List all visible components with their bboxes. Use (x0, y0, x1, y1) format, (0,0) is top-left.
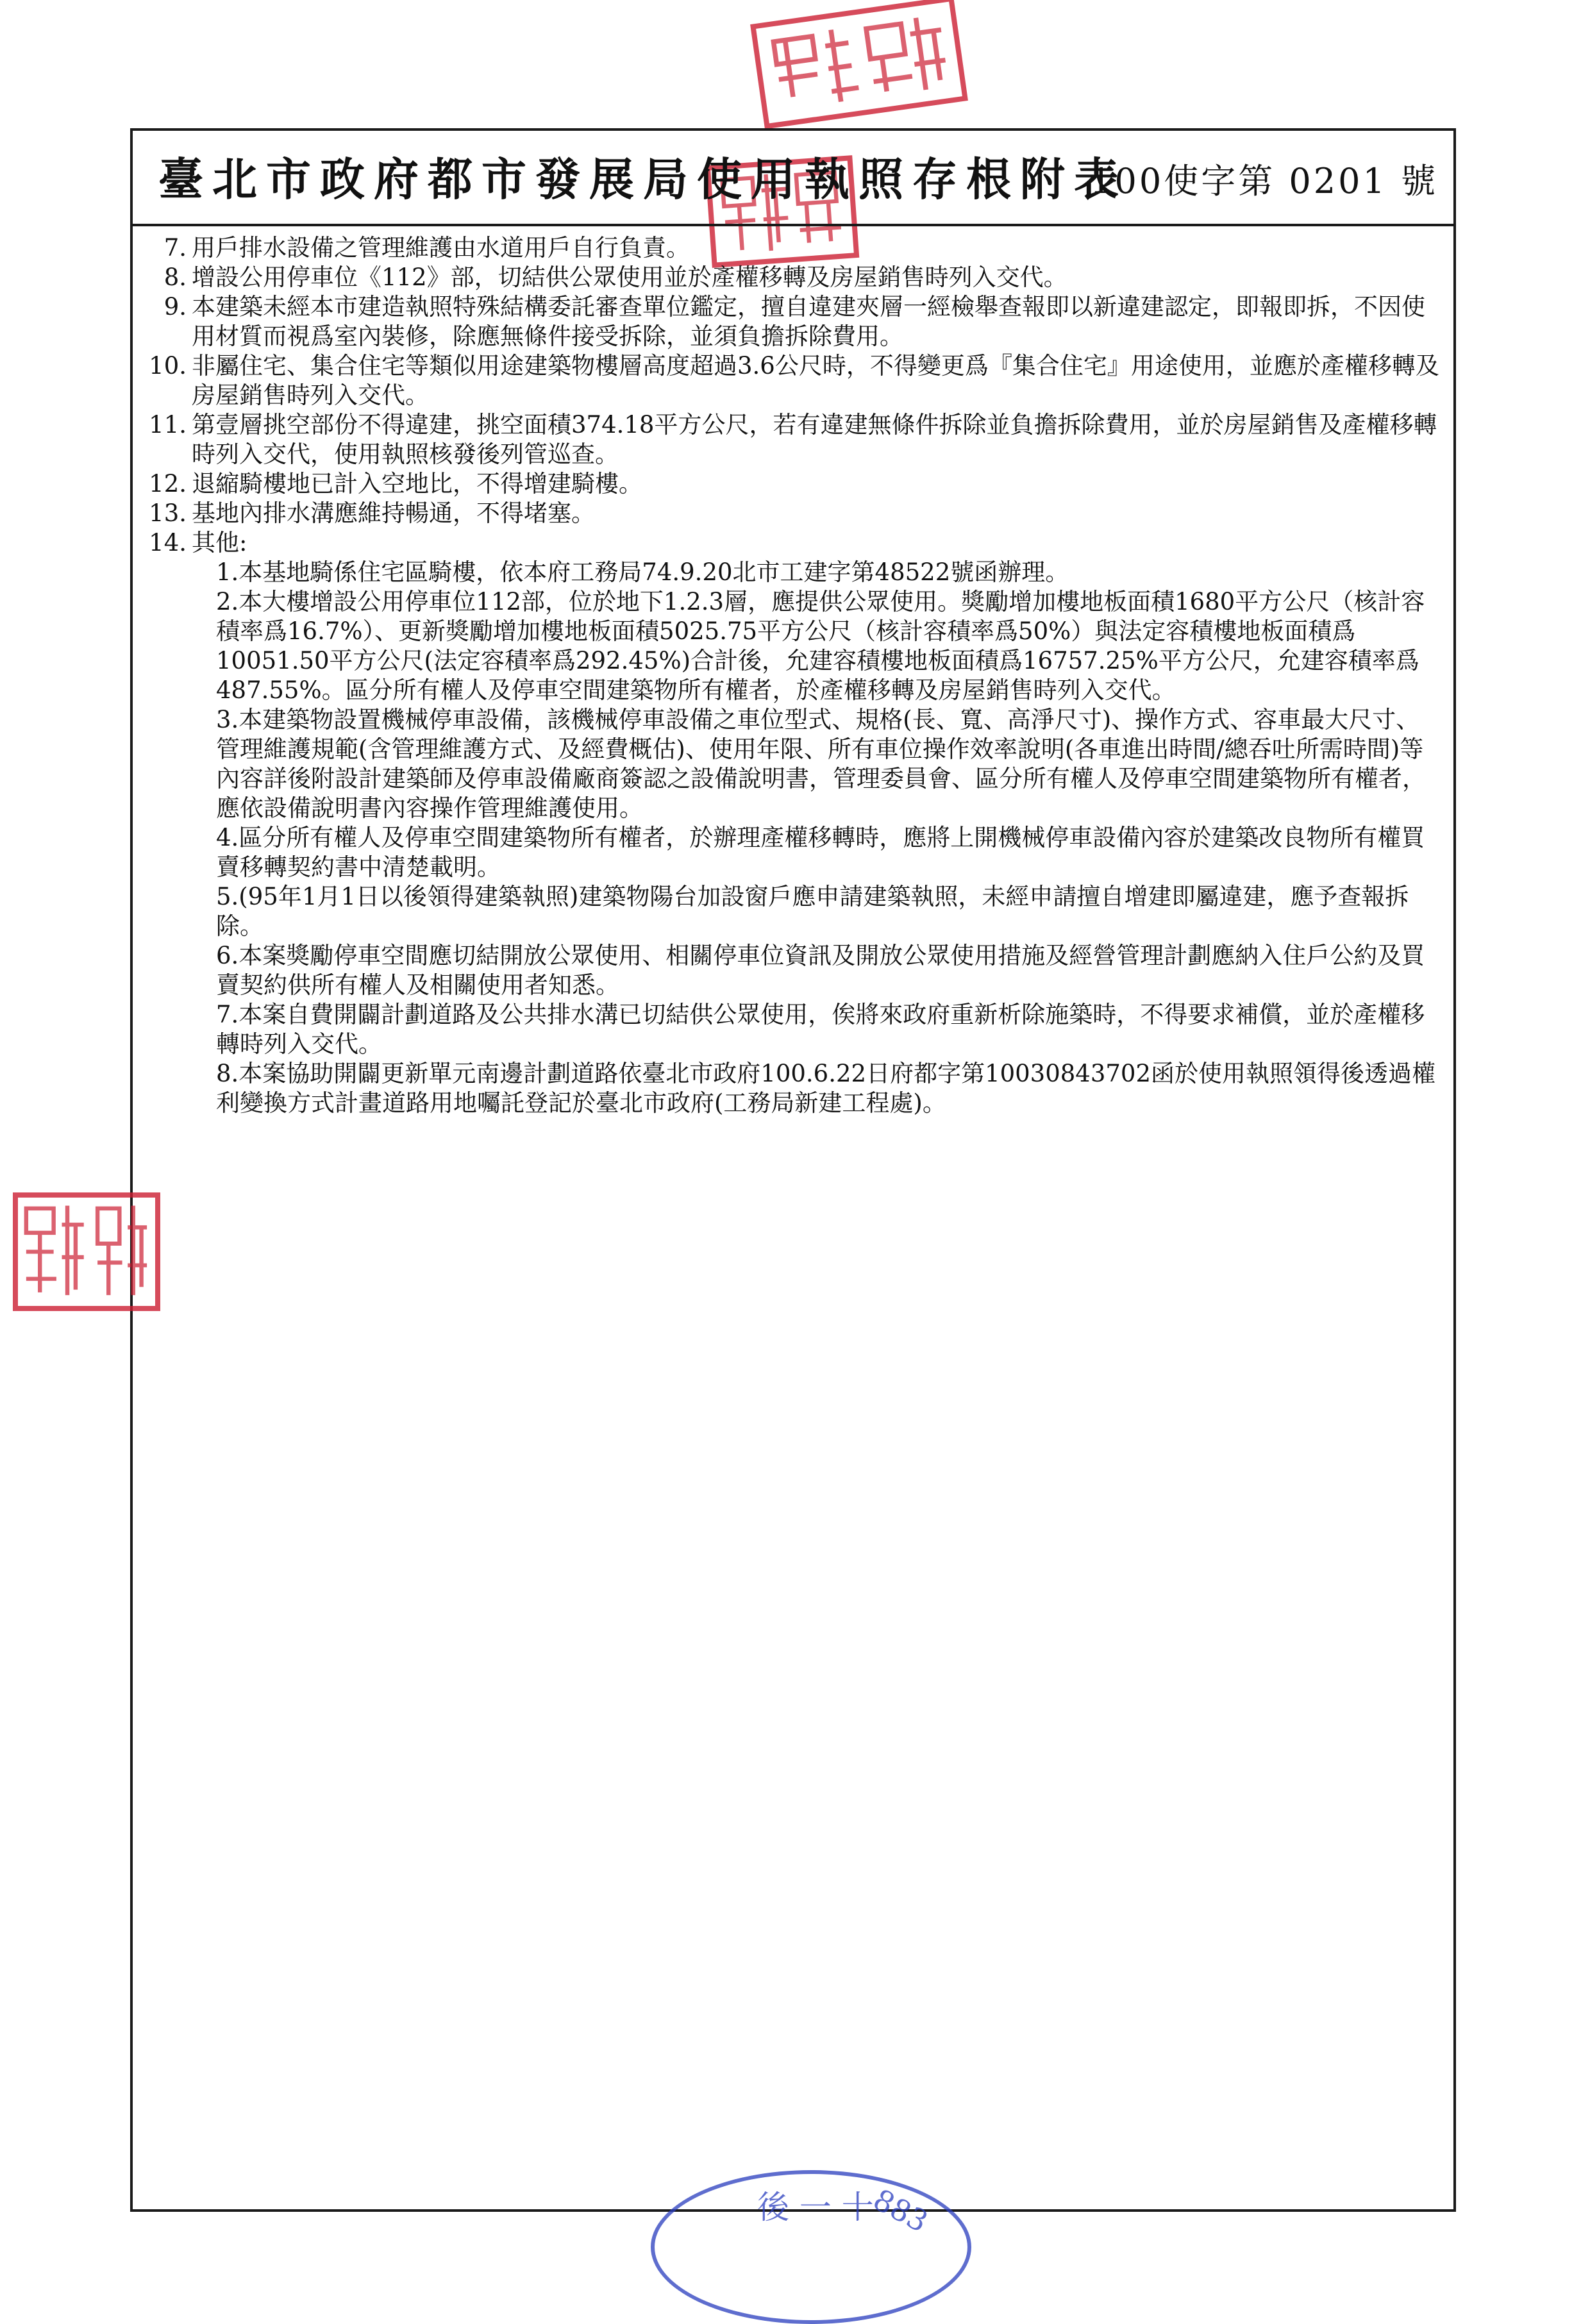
blue-stamp-text: 後 一 十 (757, 2189, 874, 2226)
document-frame (130, 128, 1456, 2212)
item-text: 第壹層挑空部份不得違建，挑空面積374.18平方公尺，若有違建無條件拆除並負擔拆除費用，並於房屋銷售及產權移轉時列入交代，使用執照核發後列管巡查。 (192, 411, 1437, 468)
list-item (146, 263, 1441, 292)
list-item (146, 292, 1441, 351)
other-item: 6.本案獎勵停車空間應切結開放公眾使用、相關停車位資訊及開放公眾使用措施及經營管理計劃應納入住戶公約及買賣契約供所有權人及相關使用者知悉。 (216, 942, 1425, 999)
item-text: 退縮騎樓地已計入空地比，不得增建騎樓。 (192, 470, 642, 497)
document-body (146, 233, 1441, 1118)
list-item (146, 469, 1441, 499)
other-item: 7.本案自費開闢計劃道路及公共排水溝已切結供公眾使用，俟將來政府重新析除施築時，不得要求補償，並於產權移轉時列入交代。 (216, 1001, 1425, 1058)
item-number: 9. (163, 293, 187, 321)
list-item (146, 528, 1441, 558)
other-item: 4.區分所有權人及停車空間建築物所有權者，於辦理產權移轉時，應將上開機械停車設備內容於建築改良物所有權買賣移轉契約書中清楚載明。 (216, 824, 1425, 881)
list-item (146, 410, 1441, 469)
document-title: 臺北市政府都市發展局使用執照存根附表 (158, 153, 1128, 206)
item-text: 增設公用停車位《112》部，切結供公眾使用並於產權移轉及房屋銷售時列入交代。 (192, 263, 1067, 291)
item-number: 8. (163, 263, 187, 291)
other-item: 2.本大樓增設公用停車位112部，位於地下1.2.3層，應提供公眾使用。獎勵增加樓地板面積1680平方公尺（核計容積率爲16.7%）、更新獎勵增加樓地板面積5025.75平方公尺（核計容積率爲50%）與法定容積樓地板面積爲10051.50平方公尺(法定容積率爲292.45%)合計後，允建容積樓地板面積爲16757.25%平方公尺，允建容積率爲487.55%。區分所有權人及停車空間建築物所有權者，於產權移轉及房屋銷售時列入交代。 (216, 588, 1425, 704)
item-number: 12. (149, 470, 187, 497)
item-text: 基地內排水溝應維持暢通，不得堵塞。 (192, 499, 595, 527)
bottom-blue-stamp (651, 2170, 971, 2324)
item-number: 13. (149, 499, 187, 527)
item-text: 非屬住宅、集合住宅等類似用途建築物樓層高度超過3.6公尺時，不得變更爲『集合住宅』用途使用，並應於產權移轉及房屋銷售時列入交代。 (192, 352, 1439, 409)
permit-number: 100使字第 0201 號 (1090, 161, 1438, 201)
list-item (146, 351, 1441, 410)
other-item: 5.(95年1月1日以後領得建築執照)建築物陽台加設窗戶應申請建築執照，未經申請擅自增建即屬違建，應予查報拆除。 (216, 883, 1409, 940)
item-number: 11. (149, 411, 187, 439)
other-item: 3.本建築物設置機械停車設備，該機械停車設備之車位型式、規格(長、寬、高淨尺寸)、操作方式、容車最大尺寸、管理維護規範(含管理維護方式、及經費概估)、使用年限、所有車位操作效率說明(各車進出時間/總吞吐所需時間)等內容詳後附設計建築師及停車設備廠商簽認之設備說明書，管理委員會、區分所有權人及停車空間建築物所有權者，應依設備說明書內容操作管理維護使用。 (216, 706, 1426, 822)
item-text: 本建築未經本市建造執照特殊結構委託審查單位鑑定，擅自違建夾層一經檢舉查報即以新違建認定，即報即拆，不因使用材質而視爲室內裝修，除應無條件接受拆除，並須負擔拆除費用。 (192, 293, 1425, 350)
other-item: 1.本基地騎係住宅區騎樓，依本府工務局74.9.20北市工建字第48522號函辦理。 (216, 558, 1069, 586)
item-number: 14. (149, 529, 187, 556)
item-number: 7. (163, 234, 187, 262)
item-text: 其他: (192, 529, 247, 556)
left-red-seal (13, 1192, 160, 1311)
header-divider (133, 224, 1453, 226)
list-item (146, 499, 1441, 528)
top-red-seal (750, 0, 968, 129)
other-item: 8.本案協助開闢更新單元南邊計劃道路依臺北市政府100.6.22日府都字第10030843702函於使用執照領得後透過權利變換方式計畫道路用地囑託登記於臺北市政府(工務局新建工程處)。 (216, 1060, 1436, 1117)
item-number: 10. (149, 352, 187, 380)
blue-stamp-number: 883 (867, 2182, 934, 2239)
item-text: 用戶排水設備之管理維護由水道用戶自行負責。 (192, 234, 690, 262)
list-item (146, 233, 1441, 263)
